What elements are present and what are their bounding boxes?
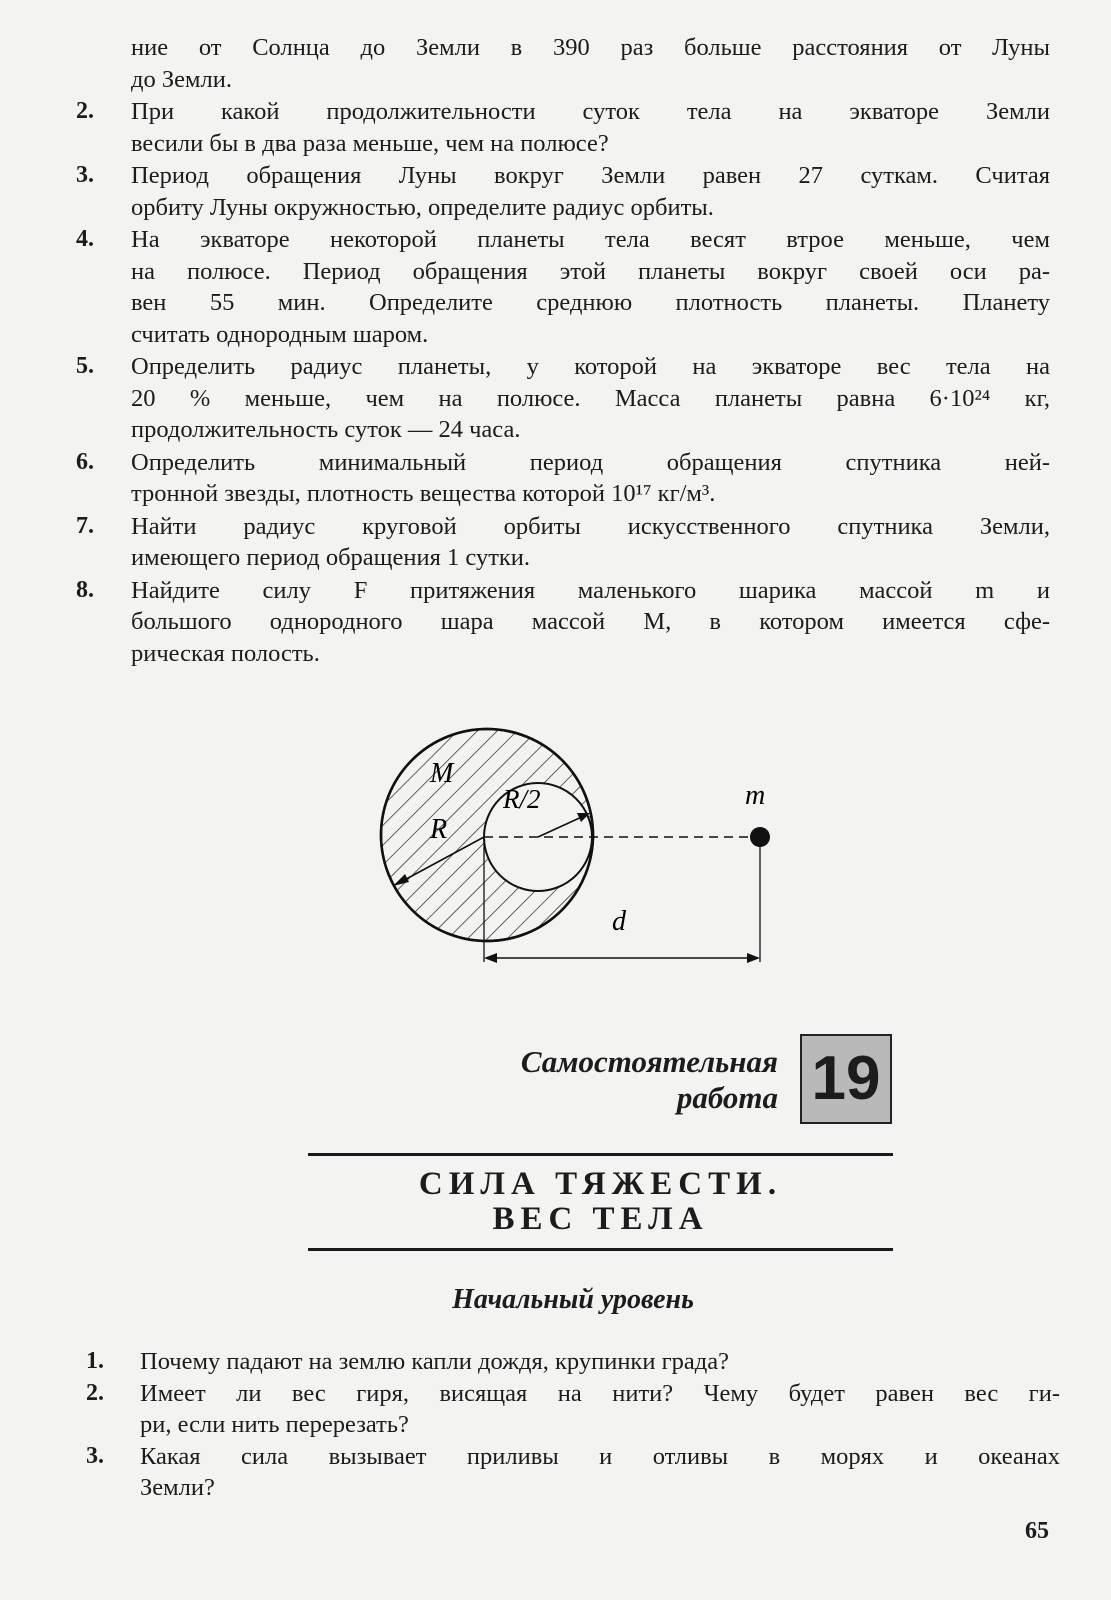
section-title-line2: ВЕС ТЕЛА — [492, 1201, 709, 1237]
problem-item — [86, 1346, 1060, 1378]
problem-text-line: считать однородным шаром. — [131, 320, 429, 348]
problem-text-line: 20 % меньше, чем на полюсе. Масса планеты равна 6·10²⁴ кг, — [131, 384, 1050, 412]
label-R: R — [430, 814, 448, 845]
problem-number: 7. — [76, 512, 94, 539]
page-number: 65 — [1025, 1518, 1049, 1544]
problem-text-line: продолжительность суток — 24 часа. — [131, 416, 521, 443]
label-m: m — [745, 780, 766, 811]
problem-number: 8. — [76, 576, 94, 603]
problem-text-line: рическая полость. — [131, 639, 320, 667]
problem-number: 6. — [76, 448, 94, 475]
problem-text-line: имеющего период обращения 1 сутки. — [131, 544, 531, 571]
problem-text-line: Период обращения Луны вокруг Земли равен 27 суткам. Считая — [131, 162, 1050, 189]
problem-text-line: Определить минимальный период обращения спутника ней- — [131, 448, 1050, 476]
problem-list-current — [86, 1346, 1060, 1504]
problem-text-line: ри, если нить перерезать? — [140, 1411, 409, 1438]
level-heading: Начальный уровень — [452, 1284, 694, 1315]
distance-arrowhead-right — [747, 953, 760, 963]
divider-bottom — [308, 1248, 893, 1251]
problem-text-line: Найдите силу F притяжения маленького шарика массой m и — [131, 576, 1050, 604]
problem-text-line: При какой продолжительности суток тела на экваторе Земли — [131, 98, 1050, 125]
problem-number: 5. — [76, 353, 94, 379]
problem-number: 3. — [76, 162, 94, 188]
label-d: d — [612, 906, 626, 937]
problem-number: 3. — [86, 1442, 104, 1469]
problem-text-line: Почему падают на землю капли дождя, крупинки града? — [140, 1348, 729, 1375]
problem-text-line: большого однородного шара массой M, в котором имеется сфе- — [131, 608, 1050, 635]
problem-text-line: весили бы в два раза меньше, чем на полюсе? — [131, 129, 609, 157]
problem-text-line: На экваторе некоторой планеты тела весят втрое меньше, чем — [131, 226, 1050, 253]
label-R-half: R/2 — [503, 784, 541, 814]
problem-text-line: Земли? — [140, 1474, 215, 1501]
section-kind-line1: Самостоятельная — [520, 1044, 778, 1079]
problem-text-line: Какая сила вызывает приливы и отливы в морях и океанах — [140, 1442, 1060, 1470]
problem-text-line: Определить радиус планеты, у которой на экваторе вес тела на — [131, 353, 1050, 380]
problem-text-line: до Земли. — [131, 65, 232, 93]
label-M: M — [430, 758, 454, 789]
problem-number: 1. — [86, 1348, 104, 1374]
problem-number: 4. — [76, 226, 94, 252]
problem-text-line: Найти радиус круговой орбиты искусственного спутника Земли, — [131, 512, 1050, 540]
problem-number: 2. — [86, 1379, 104, 1406]
section-title-line1: СИЛА ТЯЖЕСТИ. — [418, 1166, 783, 1202]
problem-text-line: вен 55 мин. Определите среднюю плотность планеты. Планету — [131, 289, 1050, 316]
problem-item — [86, 1378, 1060, 1441]
problem-text-line: на полюсе. Период обращения этой планеты вокруг своей оси ра- — [131, 257, 1050, 285]
problem-text-line: ние от Солнца до Земли в 390 раз больше расстояния от Луны — [131, 34, 1050, 61]
problem-number: 2. — [76, 98, 94, 124]
divider-top — [308, 1153, 893, 1156]
section-kind-line2: работа — [676, 1080, 778, 1115]
problem-text-line: Имеет ли вес гиря, висящая на нити? Чему будет равен вес ги- — [140, 1379, 1060, 1407]
problem-text-line: тронной звезды, плотность вещества которой 10¹⁷ кг/м³. — [131, 480, 716, 507]
problem-item — [86, 1441, 1060, 1504]
problem-text-line: орбиту Луны окружностью, определите радиус орбиты. — [131, 193, 714, 221]
distance-arrowhead-left — [484, 953, 497, 963]
section-number-badge: 19 — [800, 1034, 892, 1124]
